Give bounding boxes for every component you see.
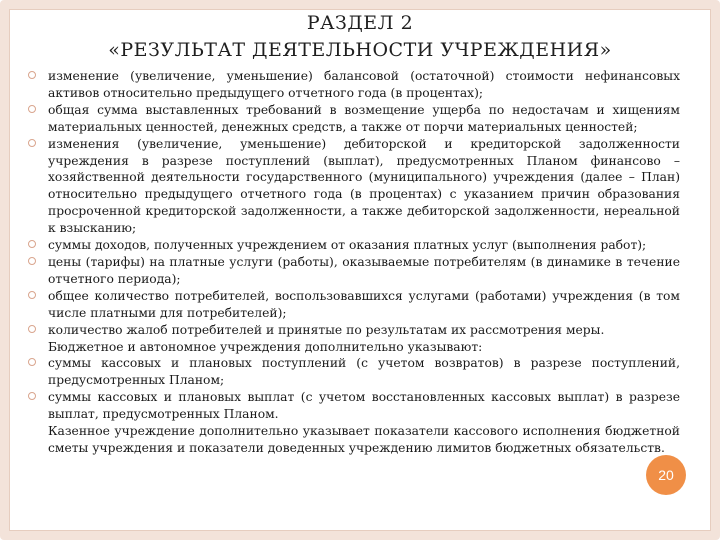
- bullet-icon: [28, 139, 36, 147]
- list-item: количество жалоб потребителей и принятые по результатам их рассмотрения меры.: [28, 322, 680, 339]
- page-number-badge: 20: [646, 455, 686, 495]
- slide-content: [28, 68, 680, 457]
- list-item: суммы кассовых и плановых поступлений (с учетом возвратов) в разрезе поступлений, предусмотренных Планом;: [28, 355, 680, 389]
- bullet-icon: [28, 71, 36, 79]
- bullet-icon: [28, 105, 36, 113]
- list-item: общее количество потребителей, воспользовавшихся услугами (работами) учреждения (в том числе платными для потребителей);: [28, 288, 680, 322]
- bullet-icon: [28, 240, 36, 248]
- list-item: суммы доходов, полученных учреждением от оказания платных услуг (выполнения работ);: [28, 237, 680, 254]
- list-item: общая сумма выставленных требований в возмещение ущерба по недостачам и хищениям материальных ценностей, денежных средств, а также от порчи материальных ценностей;: [28, 102, 680, 136]
- list-item: цены (тарифы) на платные услуги (работы), оказываемые потребителям (в динамике в течение отчетного периода);: [28, 254, 680, 288]
- bullet-icon: [28, 291, 36, 299]
- item-list-2: [28, 355, 680, 423]
- paragraph-state-institution: Казенное учреждение дополнительно указывает показатели кассового исполнения бюджетной сметы учреждения и показатели доведенных учреждению лимитов бюджетных обязательств.: [48, 424, 680, 455]
- bullet-icon: [28, 325, 36, 333]
- section-title: РАЗДЕЛ 2: [306, 12, 414, 34]
- list-item: изменение (увеличение, уменьшение) балансовой (остаточной) стоимости нефинансовых активов относительно предыдущего отчетного года (в процентах);: [28, 68, 680, 102]
- paragraph-budget-autonomous: Бюджетное и автономное учреждения дополнительно указывают:: [48, 339, 483, 354]
- item-list: [28, 68, 680, 339]
- list-item: суммы кассовых и плановых выплат (с учетом восстановленных кассовых выплат) в разрезе выплат, предусмотренных Планом.: [28, 389, 680, 423]
- bullet-icon: [28, 358, 36, 366]
- bullet-icon: [28, 257, 36, 265]
- section-subtitle: «РЕЗУЛЬТАТ ДЕЯТЕЛЬНОСТИ УЧРЕЖДЕНИЯ»: [108, 39, 612, 61]
- bullet-icon: [28, 392, 36, 400]
- list-item: изменения (увеличение, уменьшение) дебиторской и кредиторской задолженности учреждения в разрезе поступлений (выплат), предусмотренных Планом финансово – хозяйственной деятельности государственного (муниципального) учреждения (далее – План) относительно предыдущего отчетного года (в процентах) с указанием причин образования просроченной кредиторской задолженности, а также дебиторской задолженности, нереальной к взысканию;: [28, 136, 680, 237]
